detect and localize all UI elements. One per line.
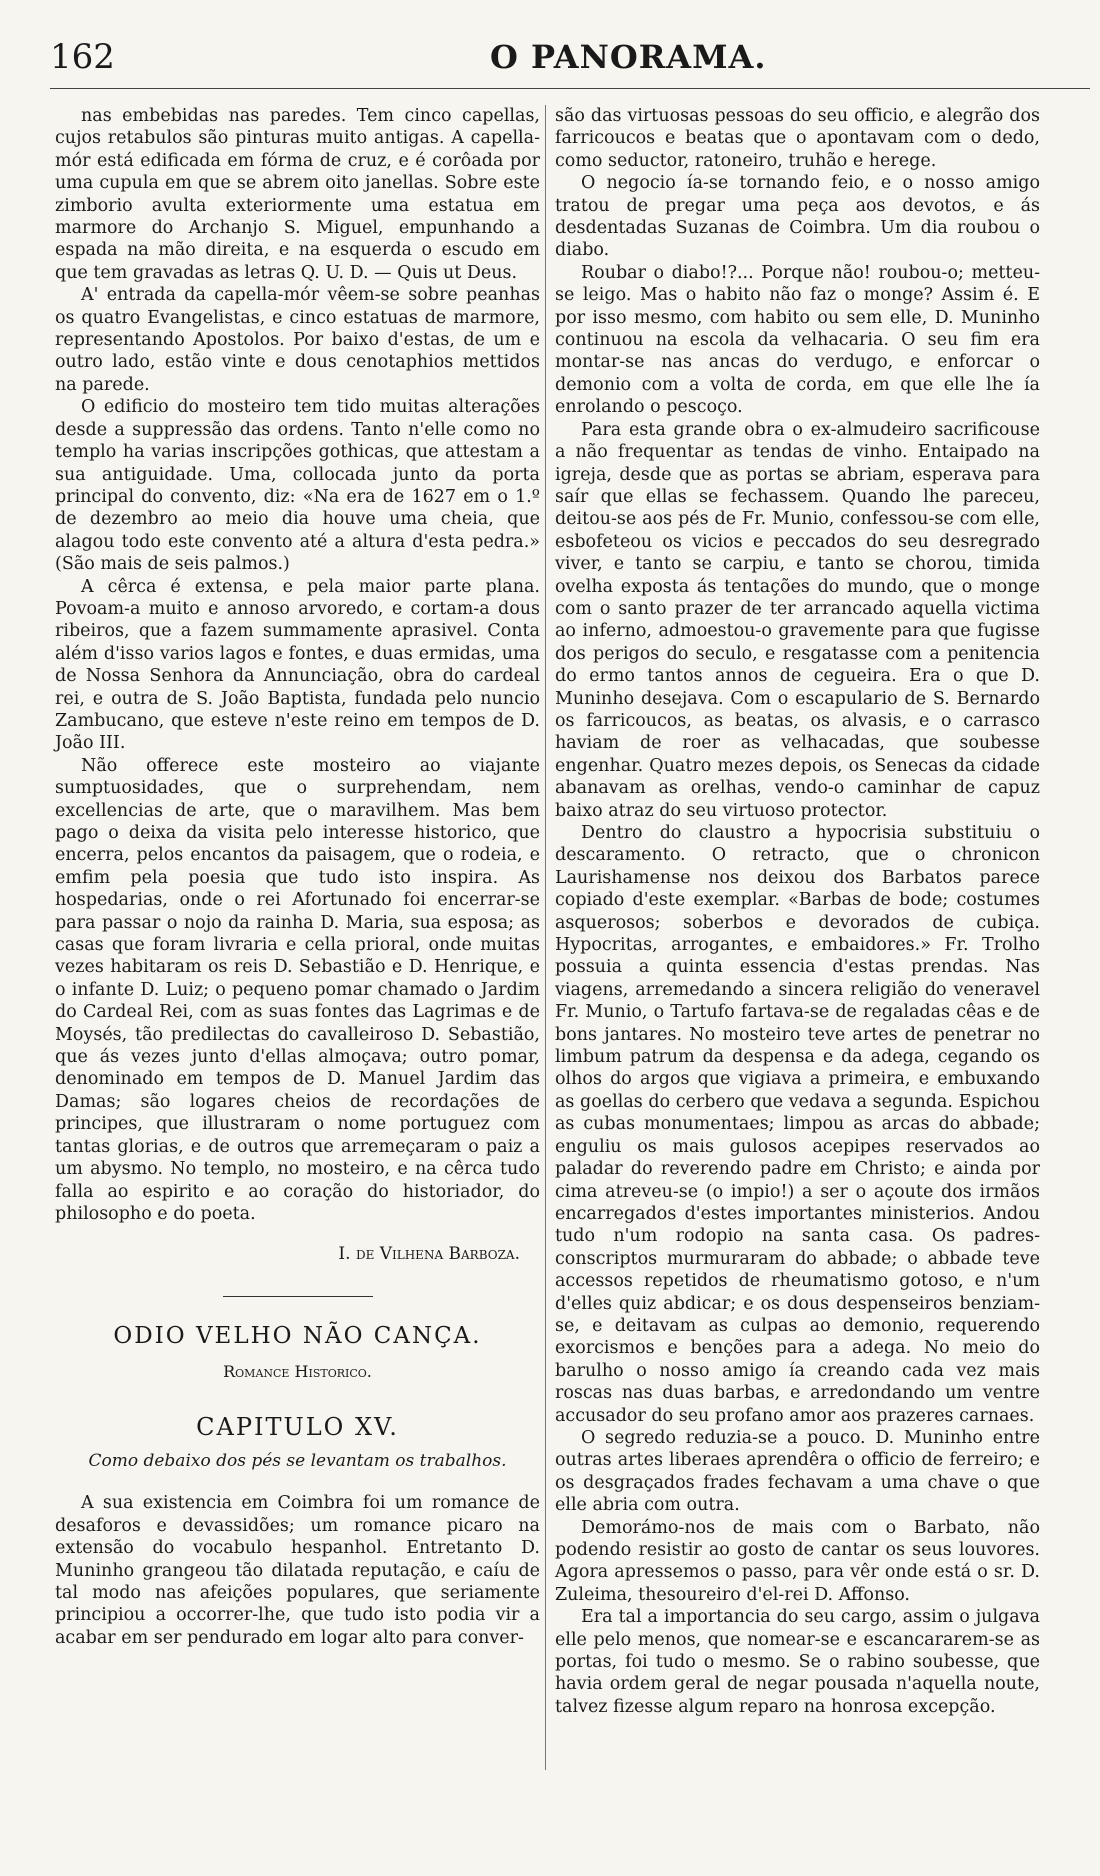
story-paragraph: Para esta grande obra o ex-almudeiro sacrificouse a não frequentar as tendas de vinho. Entaipado na igreja, desde que as portas se abriam, esperava para saír que ellas se fechassem. Quando lhe pareceu, deitou-se aos pés de Fr. Munio, confessou-se com elle, esbofeteou os vicios e peccados do seu desregrado viver, e tanto se carpiu, e tanto se chorou, timida ovelha exposta ás tentações do mundo, que o monge com o santo prazer de ter arrancado aquella victima ao inferno, admoestou-o gravemente para que fugisse dos perigos do seculo, e resgatasse com a penitencia do ermo tantos annos de cegueira. Era o que D. Muninho desejava. Com o escapulario de S. Bernardo os farricoucos, as beatas, os alvasis, e o carrasco haviam de roer as velhacadas, que soubesse engenhar. Quatro mezes depois, os Senecas da cidade abanavam as orelhas, vendo-o caminhar de capuz baixo atraz do seu virtuoso protector.	[555, 419, 1040, 821]
story-paragraph: Era tal a importancia do seu cargo, assim o julgava elle pelo menos, que nomear-se e escancararem-se as portas, foi tudo o mesmo. Se o rabino soubesse, que havia ordem geral de negar pousada n'aquella noute, talvez fizesse algum reparo na honrosa excepção.	[555, 1607, 1040, 1717]
journal-title: O PANORAMA.	[490, 38, 767, 76]
page-number: 162	[50, 37, 115, 77]
article-paragraph: Não offerece este mosteiro ao viajante sumptuosidades, que o surprehendam, nem excellencias de arte, que o maravilhem. Mas bem pago o deixa da visita pelo interesse historico, que encerra, pelos encantos da paisagem, que o rodeia, e emfim pela poesia que tudo isto inspira. As hospedarias, onde o rei Afortunado foi encerrar-se para passar o nojo da rainha D. Maria, sua esposa; as casas que foram livraria e cella prioral, onde muitas vezes habitaram os reis D. Sebastião e D. Henrique, e o infante D. Luiz; o pequeno pomar chamado o Jardim do Cardeal Rei, com as suas fontes das Lagrimas e de Moysés, tão predilectas do cavalleiroso D. Sebastião, que ás vezes junto d'ellas almoçava; outro pomar, denominado em tempos de D. Manuel Jardim das Damas; são logares cheios de recordações de principes, que illustraram o nome portuguez com tantas glorias, e de outros que arremeçaram o paiz a um abysmo. No templo, no mosteiro, e na cêrca tudo falla ao espirito e ao coração do historiador, do philosopho e do poeta.	[55, 755, 540, 1224]
article-paragraph: A cêrca é extensa, e pela maior parte plana. Povoam-a muito e annoso arvoredo, e cortam-a dous ribeiros, que a fazem summamente aprasivel. Conta além d'isso varios lagos e fontes, e duas ermidas, uma de Nossa Senhora da Annunciação, obra do cardeal rei, e outra de S. João Baptista, fundada pelo nuncio Zambucano, que esteve n'este reino em tempos de D. João III.	[55, 576, 540, 754]
chapter-heading: CAPITULO XV.	[196, 1412, 399, 1441]
story-paragraph: são das virtuosas pessoas do seu officio, e alegrão dos farricoucos e beatas que o apontavam com o dedo, como seductor, ratoneiro, truhão e herege.	[555, 106, 1040, 171]
article-paragraph: nas embebidas nas paredes. Tem cinco capellas, cujos retabulos são pinturas muito antigas. A capella-mór está edificada em fórma de cruz, e é corôada por uma cupula em que se abrem oito janellas. Sobre este zimborio avulta exteriormente uma estatua em marmore do Archanjo S. Miguel, empunhando a espada na mão direita, e na esquerda o escudo em que tem gravadas as letras Q. U. D. — Quis ut Deus.	[55, 106, 540, 283]
header-rule	[50, 88, 1090, 89]
story-paragraph: Roubar o diabo!?... Porque não! roubou-o; metteu-se leigo. Mas o habito não faz o monge? Assim é. E por isso mesmo, com habito ou sem elle, D. Muninho continuou na escola da velhacaria. O seu fim era montar-se nas ancas do verdugo, e enforcar o demonio com a volta de corda, em que elle lhe ía enrolando o pescoço.	[555, 262, 1040, 418]
novel-subtitle: Romance Historico.	[223, 1362, 372, 1382]
page-header	[50, 37, 1090, 80]
chapter-epigraph: Como debaixo dos pés se levantam os trabalhos.	[88, 1450, 507, 1471]
story-paragraph: Dentro do claustro a hypocrisia substituiu o descaramento. O retracto, que o chronicon Laurishamense nos deixou dos Barbatos parece copiado d'este exemplar. «Barbas de bode; costumes asquerosos; soberbos e devorados de cubiça. Hypocritas, arrogantes, e embaidores.» Fr. Trolho possuia a quinta essencia d'estas prendas. Nas viagens, arremedando a sincera religião do veneravel Fr. Munio, o Tartufo fartava-se de regaladas cêas e de bons jantares. No mosteiro teve artes de penetrar no limbum patrum da despensa e da adega, cegando os olhos do argos que vigiava a primeira, e embuxando as goellas do cerbero que vedava a segunda. Espichou as cubas monumentaes; limpou as arcas do abbade; enguliu os mais gulosos acepipes reservados ao paladar do reverendo padre em Christo; e ainda por cima atreveu-se (o impio!) a ser o açoute dos irmãos encarregados d'estes importantes ministerios. Andou tudo n'um rodopio na santa casa. Os padres-conscriptos murmuraram do abbade; o abbade teve accessos repetidos de rheumatismo gotoso, e n'um d'elles quiz abdicar; e os dous despenseiros benziam-se, e deitavam as culpas ao demonio, requerendo exorcismos e benções para a adega. No meio do barulho o nosso amigo ía creando cada vez mais roscas nas duas barbas, e arredondando um ventre accusador do seu profano amor aos prazeres carnaes.	[555, 823, 1040, 1426]
article-paragraph: A' entrada da capella-mór vêem-se sobre peanhas os quatro Evangelistas, e cinco estatuas de marmore, representando Apostolos. Por baixo d'estas, de um e outro lado, estão vinte e dous cenotaphios mettidos na parede.	[55, 285, 540, 395]
chapter-paragraph: A sua existencia em Coimbra foi um romance de desaforos e devassidões; um romance picaro na extensão do vocabulo hespanhol. Entretanto D. Muninho grangeou tão dilatada reputação, e caíu de tal modo nas afeições populares, que seriamente principiou a occorrer-lhe, que tudo isto podia vir a acabar em ser pendurado em logar alto para conver-	[55, 1493, 540, 1648]
column-divider	[545, 105, 546, 1770]
author-signature: I. de Vilhena Barboza.	[338, 1244, 520, 1265]
story-paragraph: O segredo reduzia-se a pouco. D. Muninho entre outras artes liberaes aprendêra o officio de ferreiro; e os desgraçados frades fechavam a uma chave o que elle abria com outra.	[555, 1427, 1040, 1516]
right-column	[555, 105, 1040, 1718]
left-column	[55, 105, 540, 1649]
article-paragraph: O edificio do mosteiro tem tido muitas alterações desde a suppressão das ordens. Tanto n'elle como no templo ha varias inscripções gothicas, que attestam a sua antiguidade. Uma, collocada junto da porta principal do convento, diz: «Na era de 1627 em o 1.º de dezembro ao meio dia houve uma cheia, que alagou todo este convento até a altura d'esta pedra.» (São mais de seis palmos.)	[55, 397, 540, 575]
novel-title: ODIO VELHO NÃO CANÇA.	[113, 1322, 482, 1349]
section-rule	[223, 1296, 373, 1297]
story-paragraph: Demorámo-nos de mais com o Barbato, não podendo resistir ao gosto de cantar os seus louvores. Agora apressemos o passo, para vêr onde está o sr. D. Zuleima, thesoureiro d'el-rei D. Affonso.	[555, 1517, 1040, 1605]
story-paragraph: O negocio ía-se tornando feio, e o nosso amigo tratou de pregar uma peça aos devotos, e ás desdentadas Suzanas de Coimbra. Um dia roubou o diabo.	[555, 173, 1040, 261]
